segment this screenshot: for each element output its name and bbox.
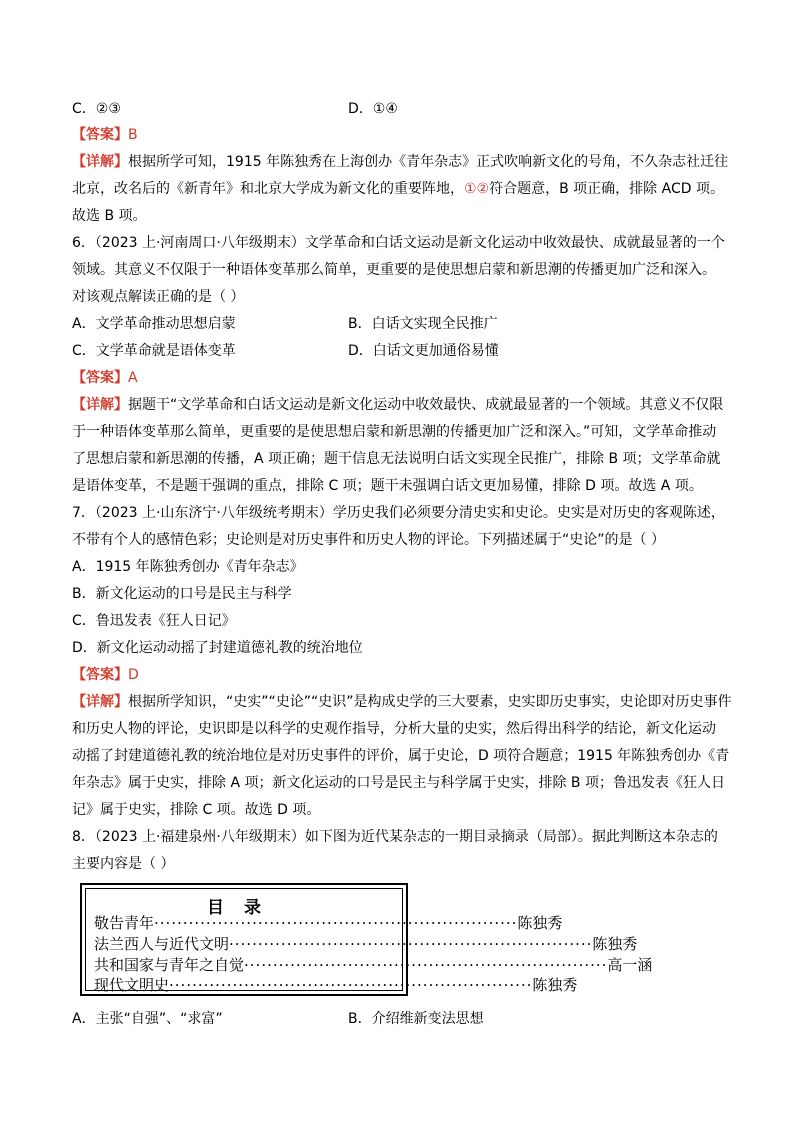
q5-answer-value: B: [128, 127, 138, 143]
catalog-leader-dots: ·······························································: [229, 935, 593, 953]
q6-detail-line-4: 是语体变革，不是题干强调的重点，排除 C 项；题干未强调白话文更加易懂，排除 D 项。故选 A 项。: [72, 478, 703, 494]
answer-tag: 【答案】: [72, 370, 128, 386]
q6-detail-line-1: [72, 395, 723, 415]
q5-detail-line-1: [72, 152, 728, 172]
q6-option-b: B．白话文实现全民推广: [348, 316, 498, 332]
q6-option-a: A．文学革命推动思想启蒙: [72, 316, 236, 332]
detail-tag: 【详解】: [72, 397, 128, 413]
q5-option-d: D．①④: [348, 101, 398, 117]
q7-detail-line-1: [72, 692, 732, 712]
detail-tag: 【详解】: [72, 154, 128, 170]
q6-detail-line-3: 了思想启蒙和新思潮的传播，A 项正确；题干信息无法说明白话文实现全民推广，排除 B 项；文学革命就: [72, 451, 721, 467]
q7-detail-line-5: 记》属于史实，排除 C 项。故选 D 项。: [72, 802, 321, 818]
answer-tag: 【答案】: [72, 127, 128, 143]
q8-option-a: A．主张“自强”、“求富”: [72, 1011, 223, 1027]
catalog-entry-author: 陈独秀: [592, 935, 638, 953]
q8-stem-line-1: 8．（2023 上·福建泉州·八年级期末）如下图为近代某杂志的一期目录摘录（局部）。据此判断这本杂志的: [72, 829, 718, 845]
q5-answer-line: [72, 125, 138, 145]
catalog-leader-dots: ·······························································: [244, 956, 608, 974]
q6-detail-text-1: 据题干“文学革命和白话文运动是新文化运动中收效最快、成就最显著的一个领域。其意义不仅限: [128, 397, 724, 413]
catalog-title: 目录: [207, 898, 281, 918]
q5-detail-text-2c: 符合题意，B 项正确，排除 ACD 项。: [489, 181, 724, 197]
q6-stem-line-1: 6．（2023 上·河南周口·八年级期末）文学革命和白话文运动是新文化运动中收效最快、成就最显著的一个: [72, 235, 725, 251]
q5-detail-text-2a: 北京，改名后的《新青年》和北京大学成为新文化的重要阵地，: [72, 181, 464, 197]
catalog-leader-dots: ·······························································: [169, 976, 533, 994]
catalog-entry-author: 高一涵: [607, 956, 653, 974]
q6-stem-line-3: 对该观点解读正确的是（ ）: [72, 289, 245, 305]
q7-stem-line-1: 7．（2023 上·山东济宁·八年级统考期末）学历史我们必须要分清史实和史论。史实是对历史的客观陈述，: [72, 505, 725, 521]
q7-detail-text-1: 根据所学知识，“史实”“史论”“史识”是构成史学的三大要素，史实即历史事实，史论即对历史事件: [128, 694, 732, 710]
q7-option-c: C．鲁迅发表《狂人日记》: [72, 613, 236, 629]
q8-option-b: B．介绍维新变法思想: [348, 1011, 484, 1027]
catalog-entry-title: 法兰西人与近代文明: [94, 935, 230, 953]
q7-answer-line: [72, 665, 139, 685]
detail-tag: 【详解】: [72, 694, 128, 710]
q7-answer-value: D: [128, 667, 139, 683]
q6-answer-value: A: [128, 370, 138, 386]
catalog-entry-title: 现代文明史: [94, 976, 170, 994]
catalog-row: [94, 975, 578, 995]
q7-detail-line-3: 动摇了封建道德礼教的统治地位是对历史事件的评价，属于史论，D 项符合题意；1915 年陈独秀创办《青: [72, 748, 730, 764]
q8-stem-line-2: 主要内容是（ ）: [72, 856, 175, 872]
q6-stem-line-2: 领域。其意义不仅限于一种语体变革那么简单，更重要的是使思想启蒙和新思潮的传播更加广泛和深入。: [72, 262, 716, 278]
q6-option-c: C．文学革命就是语体变革: [72, 343, 236, 359]
q7-stem-line-2: 不带有个人的感情色彩；史论则是对历史事件和历史人物的评论。下列描述属于“史论”的是（ ）: [72, 532, 665, 548]
catalog-row: [94, 955, 653, 975]
catalog-row: [94, 934, 638, 954]
q7-detail-line-4: 年杂志》属于史实，排除 A 项；新文化运动的口号是民主与科学属于史实，排除 B 项；鲁迅发表《狂人日: [72, 775, 725, 791]
catalog-row: [94, 913, 563, 933]
magazine-catalog-figure: [80, 883, 653, 996]
q5-detail-text-1: 根据所学可知，1915 年陈独秀在上海创办《青年杂志》正式吹响新文化的号角，不久杂志社迁往: [128, 154, 729, 170]
catalog-entry-title: 共和国家与青年之自觉: [94, 956, 245, 974]
catalog-inner-border: [85, 888, 653, 994]
q7-option-b: B．新文化运动的口号是民主与科学: [72, 586, 292, 602]
q5-detail-highlight: ①②: [464, 181, 490, 197]
q7-detail-line-2: 和历史人物的评论，史识即是以科学的史观作指导，分析大量的史实，然后得出科学的结论，新文化运动: [72, 721, 716, 737]
catalog-entry-author: 陈独秀: [517, 914, 563, 932]
catalog-entry-title: 敬告青年: [94, 914, 155, 932]
q7-option-d: D．新文化运动动摇了封建道德礼教的统治地位: [72, 640, 363, 656]
q5-detail-line-3: 故选 B 项。: [72, 208, 147, 224]
q7-option-a: A．1915 年陈独秀创办《青年杂志》: [72, 559, 304, 575]
answer-tag: 【答案】: [72, 667, 128, 683]
q5-option-c: C．②③: [72, 101, 121, 117]
q6-detail-line-2: 于一种语体变革那么简单，更重要的是使思想启蒙和新思潮的传播更加广泛和深入。”可知，文学革命推动: [72, 424, 717, 440]
catalog-leader-dots: ·······························································: [154, 914, 518, 932]
catalog-entry-author: 陈独秀: [532, 976, 578, 994]
q5-detail-line-2: [72, 179, 724, 199]
q6-option-d: D．白话文更加通俗易懂: [348, 343, 499, 359]
q6-answer-line: [72, 368, 138, 388]
